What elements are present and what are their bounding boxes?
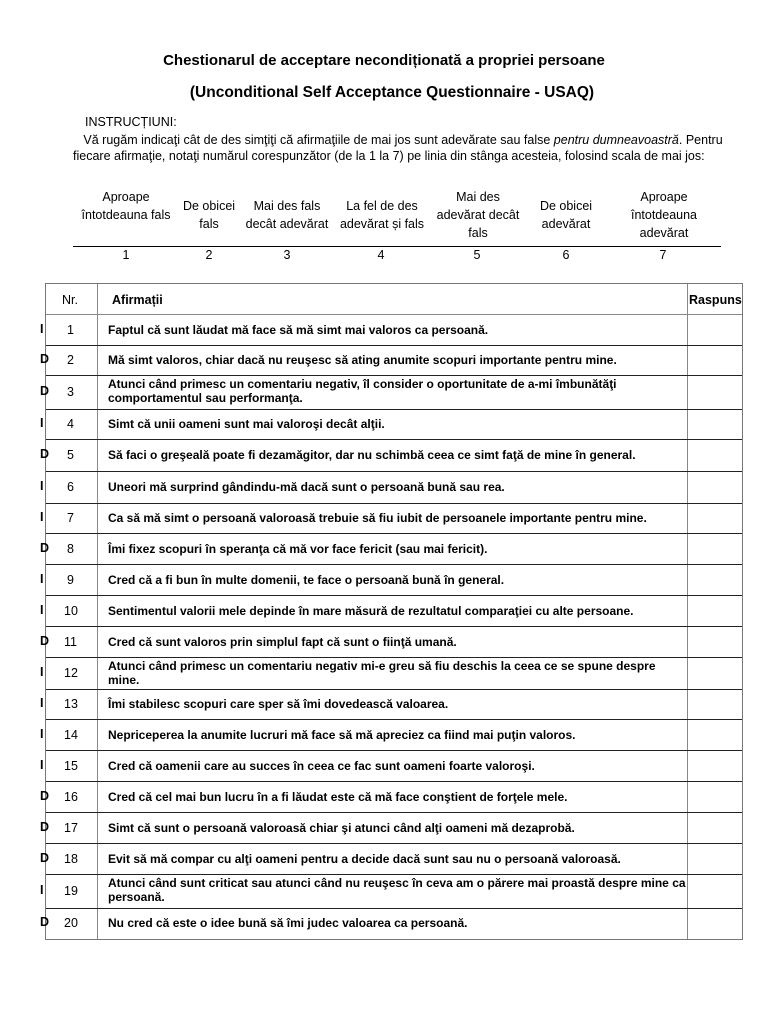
scale-label-4: La fel de des adevărat și fals xyxy=(339,199,425,231)
instructions-text-a: Vă rugăm indicaţi cât de des simţiţi că afirmaţiile de mai jos sunt adevărate sau false xyxy=(83,133,554,147)
row-divider xyxy=(46,503,742,504)
answer-cell[interactable] xyxy=(688,315,741,344)
row-statement: Atunci când primesc un comentariu negativ mi-e greu să fiu deschis la ceea ce se spune despre mine. xyxy=(108,659,656,687)
row-code: I xyxy=(40,322,44,336)
row-divider xyxy=(46,314,742,315)
row-number: 7 xyxy=(67,511,74,525)
row-code: D xyxy=(40,384,50,398)
row-number: 14 xyxy=(64,728,78,742)
scale-label-5: Mai des adevărat decât fals xyxy=(436,190,520,240)
answer-cell[interactable] xyxy=(688,627,741,656)
row-statement: Atunci când sunt criticat sau atunci când nu reuşesc în ceva am o părere mai proastă despre mine ca persoană. xyxy=(108,876,686,904)
instructions-text-italic: pentru dumneavoastră xyxy=(553,133,679,147)
scale-num-5: 5 xyxy=(473,248,481,262)
scale-num-3: 3 xyxy=(283,248,291,262)
row-divider xyxy=(46,595,742,596)
answer-cell[interactable] xyxy=(688,376,741,408)
row-statement: Cred că oamenii care au succes în ceea ce fac sunt oameni foarte valoroşi. xyxy=(108,759,535,773)
answer-cell[interactable] xyxy=(688,658,741,688)
scale-num-4: 4 xyxy=(377,248,385,262)
row-statement: Cred că sunt valoros prin simplul fapt că sunt o fiinţă umană. xyxy=(108,635,457,649)
row-number: 15 xyxy=(64,759,78,773)
instructions-heading: INSTRUCȚIUNI: xyxy=(85,115,177,129)
row-number: 16 xyxy=(64,790,78,804)
row-divider xyxy=(46,345,742,346)
scale-label-2: De obicei fals xyxy=(182,199,236,231)
row-code: D xyxy=(40,851,50,865)
document-subtitle: (Unconditional Self Acceptance Questionnaire - USAQ) xyxy=(189,84,595,101)
row-divider xyxy=(46,626,742,627)
row-code: D xyxy=(40,634,50,648)
scale-divider xyxy=(73,246,721,247)
answer-cell[interactable] xyxy=(688,875,741,907)
row-statement: Să faci o greşeală poate fi dezamăgitor, dar nu schimbă ceea ce simt faţă de mine în general. xyxy=(108,448,636,462)
scale-num-2: 2 xyxy=(205,248,213,262)
row-number: 3 xyxy=(67,385,74,399)
row-number: 18 xyxy=(64,852,78,866)
scale-num-7: 7 xyxy=(659,248,667,262)
row-statement: Îmi stabilesc scopuri care sper să îmi dovedească valoarea. xyxy=(108,697,449,711)
row-statement: Nu cred că este o idee bună să îmi judec valoarea ca persoană. xyxy=(108,916,468,930)
row-statement: Mă simt valoros, chiar dacă nu reuşesc să ating anumite scopuri importante pentru mine. xyxy=(108,353,617,367)
answer-cell[interactable] xyxy=(688,690,741,718)
row-divider xyxy=(46,843,742,844)
row-divider xyxy=(46,657,742,658)
row-number: 2 xyxy=(67,353,74,367)
row-statement: Îmi fixez scopuri în speranţa că mă vor face fericit (sau mai fericit). xyxy=(108,542,488,556)
row-statement: Atunci când primesc un comentariu negativ, îl consider o oportunitate de a-mi îmbunătăţi comportamentul sau performanţa. xyxy=(108,377,617,405)
row-code: I xyxy=(40,416,44,430)
answer-cell[interactable] xyxy=(688,440,741,470)
row-number: 8 xyxy=(67,542,74,556)
row-code: I xyxy=(40,603,44,617)
row-divider xyxy=(46,439,742,440)
row-divider xyxy=(46,908,742,909)
row-number: 11 xyxy=(64,635,77,649)
row-statement: Cred că cel mai bun lucru în a fi lăudat este că mă face conştient de forţele mele. xyxy=(108,790,568,804)
row-statement: Simt că sunt o persoană valoroasă chiar şi atunci când alţi oameni mă dezaprobă. xyxy=(108,821,575,835)
row-divider xyxy=(46,719,742,720)
row-code: I xyxy=(40,727,44,741)
row-code: I xyxy=(40,696,44,710)
row-divider xyxy=(46,375,742,376)
answer-cell[interactable] xyxy=(688,813,741,842)
row-number: 20 xyxy=(64,916,78,930)
row-number: 19 xyxy=(64,884,78,898)
row-divider xyxy=(46,409,742,410)
row-code: D xyxy=(40,789,50,803)
instructions-text-b: . Pentru fiecare afirmaţie, notaţi numărul corespunzător (de la 1 la 7) pe linia din stânga acesteia, folosind scala de mai jos: xyxy=(73,133,723,163)
row-divider xyxy=(46,564,742,565)
scale-label-1: Aproape întotdeauna fals xyxy=(81,190,171,222)
row-code: D xyxy=(40,541,50,555)
row-divider xyxy=(46,750,742,751)
row-number: 5 xyxy=(67,448,74,462)
row-code: D xyxy=(40,447,50,461)
answer-cell[interactable] xyxy=(688,844,741,873)
row-number: 10 xyxy=(64,604,78,618)
header-statement: Afirmații xyxy=(112,293,163,307)
scale-num-1: 1 xyxy=(122,248,130,262)
row-code: I xyxy=(40,665,44,679)
row-divider xyxy=(46,781,742,782)
row-number: 4 xyxy=(67,417,74,431)
row-statement: Uneori mă surprind gândindu-mă dacă sunt o persoană bună sau rea. xyxy=(108,480,505,494)
row-divider xyxy=(46,533,742,534)
header-answer: Raspuns xyxy=(689,293,742,307)
column-divider-nr xyxy=(97,284,98,939)
row-divider xyxy=(46,874,742,875)
row-statement: Cred că a fi bun în multe domenii, te face o persoană bună în general. xyxy=(108,573,505,587)
answer-cell[interactable] xyxy=(688,909,741,937)
answer-cell[interactable] xyxy=(688,534,741,563)
row-divider xyxy=(46,812,742,813)
row-code: I xyxy=(40,479,44,493)
row-statement: Evit să mă compar cu alţi oameni pentru a decide dacă sunt sau nu o persoană valoroasă. xyxy=(108,852,621,866)
row-number: 9 xyxy=(67,573,74,587)
document-title: Chestionarul de acceptare necondiționată a propriei persoane xyxy=(163,52,605,69)
header-nr: Nr. xyxy=(62,293,78,307)
row-code: I xyxy=(40,883,44,897)
row-number: 6 xyxy=(67,480,74,494)
scale-num-6: 6 xyxy=(562,248,570,262)
questionnaire-table xyxy=(40,283,743,940)
row-code: D xyxy=(40,352,50,366)
row-number: 13 xyxy=(64,697,78,711)
row-statement: Nepriceperea la anumite lucruri mă face să mă apreciez ca fiind mai puţin valoros. xyxy=(108,728,576,742)
row-code: I xyxy=(40,510,44,524)
row-code: D xyxy=(40,820,50,834)
scale-label-6: De obicei adevărat xyxy=(539,199,593,231)
row-code: I xyxy=(40,758,44,772)
answer-cell[interactable] xyxy=(688,504,741,532)
row-statement: Ca să mă simt o persoană valoroasă trebuie să fiu iubit de persoanele importante pentru mine. xyxy=(108,511,647,525)
row-statement: Sentimentul valorii mele depinde în mare măsură de rezultatul comparaţiei cu alte persoane. xyxy=(108,604,634,618)
row-code: D xyxy=(40,915,50,929)
row-number: 1 xyxy=(67,323,74,337)
row-statement: Simt că unii oameni sunt mai valoroşi decât alţii. xyxy=(108,417,385,431)
answer-cell[interactable] xyxy=(688,565,741,594)
row-statement: Faptul că sunt lăudat mă face să mă simt mai valoros ca persoană. xyxy=(108,323,489,337)
scale-label-7: Aproape întotdeauna adevărat xyxy=(630,190,698,240)
scale-label-3: Mai des fals decât adevărat xyxy=(245,199,329,231)
answer-cell[interactable] xyxy=(688,472,741,502)
answer-cell[interactable] xyxy=(688,596,741,625)
row-divider xyxy=(46,689,742,690)
instructions-text xyxy=(73,132,733,164)
row-number: 12 xyxy=(64,666,78,680)
row-divider xyxy=(46,471,742,472)
answer-cell[interactable] xyxy=(688,410,741,438)
row-code: I xyxy=(40,572,44,586)
answer-cell[interactable] xyxy=(688,346,741,374)
row-number: 17 xyxy=(64,821,78,835)
answer-cell[interactable] xyxy=(688,720,741,749)
answer-cell[interactable] xyxy=(688,782,741,811)
answer-cell[interactable] xyxy=(688,751,741,780)
